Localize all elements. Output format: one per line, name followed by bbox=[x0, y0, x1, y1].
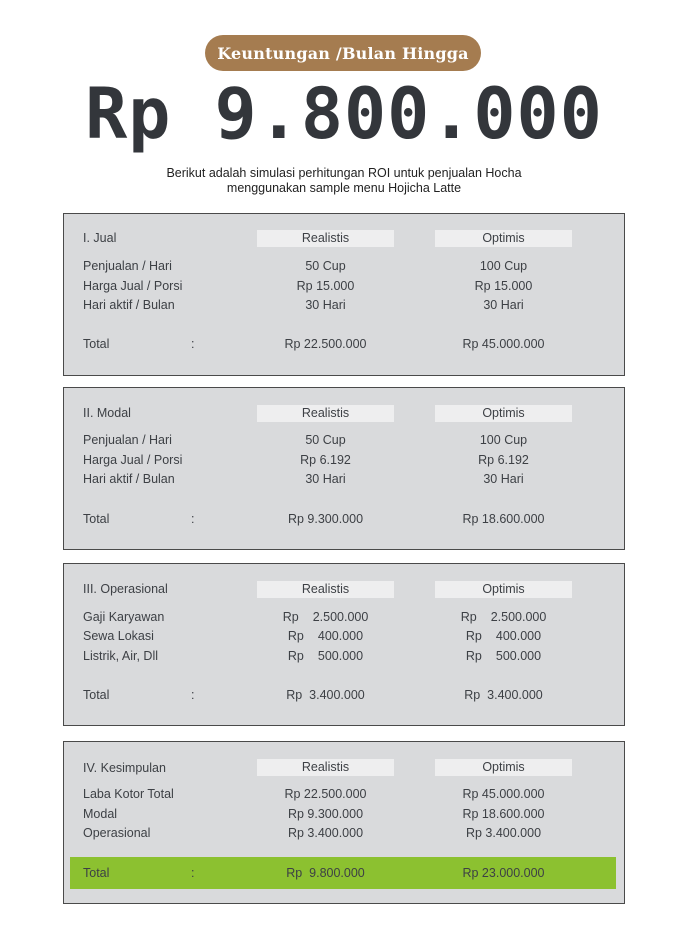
column-header-optimistic: Optimis bbox=[435, 405, 572, 422]
currency-prefix: Rp bbox=[460, 610, 477, 624]
row-label: Sewa Lokasi bbox=[83, 629, 154, 643]
section-operasional bbox=[63, 563, 625, 726]
amount: 500.000 bbox=[495, 649, 542, 663]
subtitle-line-1: Berikut adalah simulasi perhitungan ROI untuk penjualan Hocha bbox=[166, 166, 522, 180]
row-realistic-value: Rp 9.300.000 bbox=[287, 807, 364, 821]
row-label: Hari aktif / Bulan bbox=[83, 472, 175, 486]
row-realistic-value: Rp 15.000 bbox=[296, 279, 355, 293]
total-colon: : bbox=[191, 512, 195, 526]
total-realistic-value: Rp 22.500.000 bbox=[284, 337, 367, 351]
row-realistic-value: 50 Cup bbox=[305, 433, 346, 447]
total-optimistic-value: Rp 18.600.000 bbox=[462, 512, 545, 526]
row-optimistic-value bbox=[435, 649, 572, 663]
profit-badge: Keuntungan /Bulan Hingga bbox=[205, 35, 481, 71]
total-optimistic-value: Rp 23.000.000 bbox=[462, 866, 545, 880]
row-label: Gaji Karyawan bbox=[83, 610, 165, 624]
row-realistic-value: 30 Hari bbox=[305, 472, 346, 486]
section-title: III. Operasional bbox=[83, 582, 168, 596]
row-optimistic-value: 30 Hari bbox=[483, 298, 524, 312]
column-header-realistic: Realistis bbox=[257, 581, 394, 598]
row-label: Modal bbox=[83, 807, 118, 821]
total-realistic-value: Rp 3.400.000 bbox=[286, 688, 365, 702]
total-colon: : bbox=[191, 337, 195, 351]
total-realistic-value: Rp 9.300.000 bbox=[287, 512, 364, 526]
total-label: Total bbox=[83, 866, 110, 880]
row-label: Harga Jual / Porsi bbox=[83, 279, 183, 293]
column-header-optimistic: Optimis bbox=[435, 581, 572, 598]
total-optimistic-value: Rp 45.000.000 bbox=[462, 337, 545, 351]
section-modal bbox=[63, 387, 625, 550]
row-realistic-value bbox=[257, 610, 394, 624]
row-realistic-value: 50 Cup bbox=[305, 259, 346, 273]
row-label: Listrik, Air, Dll bbox=[83, 649, 159, 663]
row-label: Harga Jual / Porsi bbox=[83, 453, 183, 467]
currency-prefix: Rp bbox=[287, 629, 304, 643]
section-title: IV. Kesimpulan bbox=[83, 761, 166, 775]
row-realistic-value: Rp 3.400.000 bbox=[287, 826, 364, 840]
row-optimistic-value: Rp 6.192 bbox=[478, 453, 529, 467]
column-header-optimistic: Optimis bbox=[435, 230, 572, 247]
row-label: Hari aktif / Bulan bbox=[83, 298, 175, 312]
amount: 400.000 bbox=[495, 629, 542, 643]
currency-prefix: Rp bbox=[465, 629, 482, 643]
section-jual bbox=[63, 213, 625, 376]
total-colon: : bbox=[191, 688, 195, 702]
total-label: Total bbox=[83, 337, 110, 351]
amount: 500.000 bbox=[317, 649, 364, 663]
section-title: I. Jual bbox=[83, 231, 117, 245]
row-label: Penjualan / Hari bbox=[83, 433, 172, 447]
section-title: II. Modal bbox=[83, 406, 131, 420]
amount: 400.000 bbox=[317, 629, 364, 643]
row-label: Laba Kotor Total bbox=[83, 787, 174, 801]
row-optimistic-value: 100 Cup bbox=[479, 433, 528, 447]
column-header-realistic: Realistis bbox=[257, 759, 394, 776]
row-realistic-value: Rp 22.500.000 bbox=[284, 787, 367, 801]
row-optimistic-value: Rp 3.400.000 bbox=[465, 826, 542, 840]
row-optimistic-value: Rp 18.600.000 bbox=[462, 807, 545, 821]
section-kesimpulan bbox=[63, 741, 625, 904]
currency-prefix: Rp bbox=[287, 649, 304, 663]
row-optimistic-value: Rp 15.000 bbox=[474, 279, 533, 293]
row-optimistic-value: Rp 45.000.000 bbox=[462, 787, 545, 801]
row-label: Operasional bbox=[83, 826, 151, 840]
row-optimistic-value bbox=[435, 610, 572, 624]
total-label: Total bbox=[83, 688, 110, 702]
row-label: Penjualan / Hari bbox=[83, 259, 172, 273]
total-realistic-value: Rp 9.800.000 bbox=[286, 866, 365, 880]
total-label: Total bbox=[83, 512, 110, 526]
total-optimistic-value: Rp 3.400.000 bbox=[464, 688, 543, 702]
row-optimistic-value: 100 Cup bbox=[479, 259, 528, 273]
column-header-optimistic: Optimis bbox=[435, 759, 572, 776]
row-realistic-value bbox=[257, 649, 394, 663]
currency-prefix: Rp bbox=[465, 649, 482, 663]
subtitle bbox=[0, 166, 688, 196]
amount: 2.500.000 bbox=[312, 610, 369, 624]
subtitle-line-2: menggunakan sample menu Hojicha Latte bbox=[226, 181, 462, 195]
currency-prefix: Rp bbox=[282, 610, 299, 624]
total-colon: : bbox=[191, 866, 195, 880]
row-realistic-value: 30 Hari bbox=[305, 298, 346, 312]
column-header-realistic: Realistis bbox=[257, 230, 394, 247]
amount: 2.500.000 bbox=[490, 610, 547, 624]
column-header-realistic: Realistis bbox=[257, 405, 394, 422]
row-realistic-value bbox=[257, 629, 394, 643]
profit-amount: Rp 9.800.000 bbox=[85, 73, 603, 155]
row-optimistic-value bbox=[435, 629, 572, 643]
row-optimistic-value: 30 Hari bbox=[483, 472, 524, 486]
row-realistic-value: Rp 6.192 bbox=[300, 453, 351, 467]
